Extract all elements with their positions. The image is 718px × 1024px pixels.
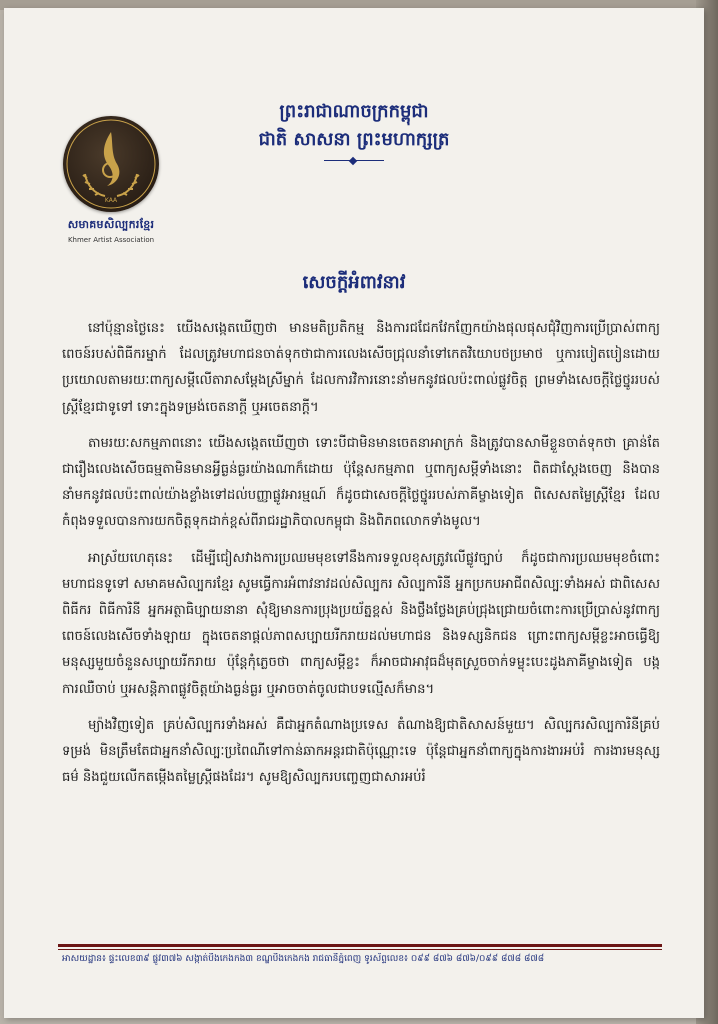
- paragraph-3: អាស្រ័យហេតុនេះ ដើម្បីជៀសវាងការប្រឈមមុខទៅនឹងការទទួលខុសត្រូវលើផ្លូវច្បាប់ ក៏ដូចជាការប្រឈមមុខចំពោះមហាជនទូទៅ សមាគមសិល្បករខ្មែរ សូមធ្វើការអំពាវនាវដល់សិល្បករ សិល្បការិនី អ្នកប្រកបអាជីពសិល្បៈទាំងអស់ ជាពិសេសពិធីករ ពិធីការិនី អ្នកអត្ថាធិប្បាយនានា សុំឱ្យមានការប្រុងប្រយ័ត្នខ្ពស់ និងថ្លឹងថ្លែងគ្រប់ជ្រុងជ្រោយចំពោះការប្រើប្រាស់នូវពាក្យពេចន៍លេងសើចទាំងឡាយ ក្នុងចេតនាផ្ដល់ភាពសប្បាយរីករាយដល់មហាជន និងទស្សនិកជន ព្រោះពាក្យសម្ដីខ្លះអាចធ្វើឱ្យមនុស្សមួយចំនួនសប្បាយរីករាយ ប៉ុន្តែកុំភ្លេចថា ពាក្យសម្ដីខ្លះ ក៏អាចជាអាវុធដ៏មុតស្រួចចាក់ទម្លុះបេះដូងភាគីម្ខាងទៀត បង្កការឈឺចាប់ ឬអសន្តិភាពផ្លូវចិត្តយ៉ាងធ្ងន់ធ្ងរ ឬអាចចាត់ចូលជាបទល្មើសក៏មាន។: [62, 550, 660, 697]
- paragraph-4: ម្យ៉ាងវិញទៀត គ្រប់សិល្បករទាំងអស់ គឺជាអ្នកតំណាងប្រទេស តំណាងឱ្យជាតិសាសន៍មួយ។ សិល្បករសិល្បការិនីគ្រប់ទម្រង់ មិនត្រឹមតែជាអ្នកនាំសិល្បៈប្រពៃណីទៅកាន់ឆាកអន្តរជាតិប៉ុណ្ណោះទេ ប៉ុន្តែជាអ្នកនាំពាក្យក្នុងការងារអប់រំ ការងារមនុស្សធម៌ និងជួយលើកតម្កើងតម្លៃស្ត្រីផងដែរ។ សូមឱ្យសិល្បករបញ្ចេញជាសារអប់រំ: [62, 717, 660, 786]
- document-body: [62, 316, 660, 801]
- organization-name-english: Khmer Artist Association: [67, 236, 155, 244]
- footer-divider: [58, 944, 662, 947]
- logo-emblem-icon: [63, 116, 159, 212]
- paragraph-1: នៅប៉ុន្មានថ្ងៃនេះ យើងសង្កេតឃើញថា មានមតិប្រតិកម្ម និងការជជែកវែកញែកយ៉ាងផុលផុសជុំវិញការប្រើប្រាស់ពាក្យពេចន៍របស់ពិធីករម្នាក់ ដែលត្រូវមហាជនចាត់ទុកថាជាការលេងសើចជ្រុលនាំទៅកេតវិយោបថប្រមាថ ឬការបៀតបៀនដោយប្រយោលតាមរយៈពាក្យសម្ដីលើតារាសម្ដែងស្រីម្នាក់ ដែលការវិការនោះនាំមកនូវផលប៉ះពាល់ផ្លូវចិត្ត ព្រមទាំងសេចក្ដីថ្លៃថ្នូររបស់ស្ត្រីខ្មែរជាទូទៅ ទោះក្នុងទម្រង់ចេតនាក្ដី ឬអចេតនាក្ដី។: [62, 321, 660, 415]
- association-logo: [63, 116, 159, 212]
- kingdom-line: ព្រះរាជាណាចក្រកម្ពុជា: [279, 101, 429, 122]
- organization-block: [56, 116, 166, 244]
- heading-ornament: [324, 158, 384, 164]
- motto-line: ជាតិ សាសនា ព្រះមហាក្សត្រ: [258, 129, 450, 150]
- organization-name-khmer: សមាគមសិល្បករខ្មែរ: [67, 218, 155, 231]
- paragraph-2: តាមរយៈសកម្មភាពនោះ យើងសង្កេតឃើញថា ទោះបីជាមិនមានចេតនាអាក្រក់ និងត្រូវបានសាមីខ្លួនចាត់ទុកថា គ្រាន់តែជារឿងលេងសើចធម្មតាមិនមានអ្វីធ្ងន់ធ្ងរយ៉ាងណាក៏ដោយ ប៉ុន្តែសកម្មភាព ឬពាក្យសម្ដីទាំងនោះ ពិតជាស្ដែងចេញ និងបាននាំមកនូវផលប៉ះពាល់យ៉ាងខ្លាំងទៅដល់បញ្ញាផ្លូវអារម្មណ៍ ក៏ដូចជាសេចក្ដីថ្លៃថ្នូររបស់ភាគីម្ខាងទៀត ពិសេសតម្លៃស្ត្រីខ្មែរ ដែលកំពុងទទួលបានការយកចិត្តទុកដាក់ខ្ពស់ពីរាជរដ្ឋាភិបាលកម្ពុជា និងពិភពលោកទាំងមូល។: [62, 435, 660, 530]
- svg-text:KAA: KAA: [104, 197, 118, 204]
- letter-page: [4, 8, 704, 1018]
- document-title: សេចក្ដីអំពាវនាវ: [302, 272, 406, 293]
- footer-address: អាសយដ្ឋាន៖ ផ្ទះលេខ៣៩ ផ្លូវ៣៧៦ សង្កាត់បឹងកេងកង៣ ខណ្ឌបឹងកេងកង រាជធានីភ្នំពេញ ទូរស័ព្ទលេខ៖ ០៩៩ ៨៧៦ ៨៧៦/០៩៩ ៨៧៨ ៨៧៨: [62, 954, 545, 964]
- footer-divider-thin: [58, 949, 662, 950]
